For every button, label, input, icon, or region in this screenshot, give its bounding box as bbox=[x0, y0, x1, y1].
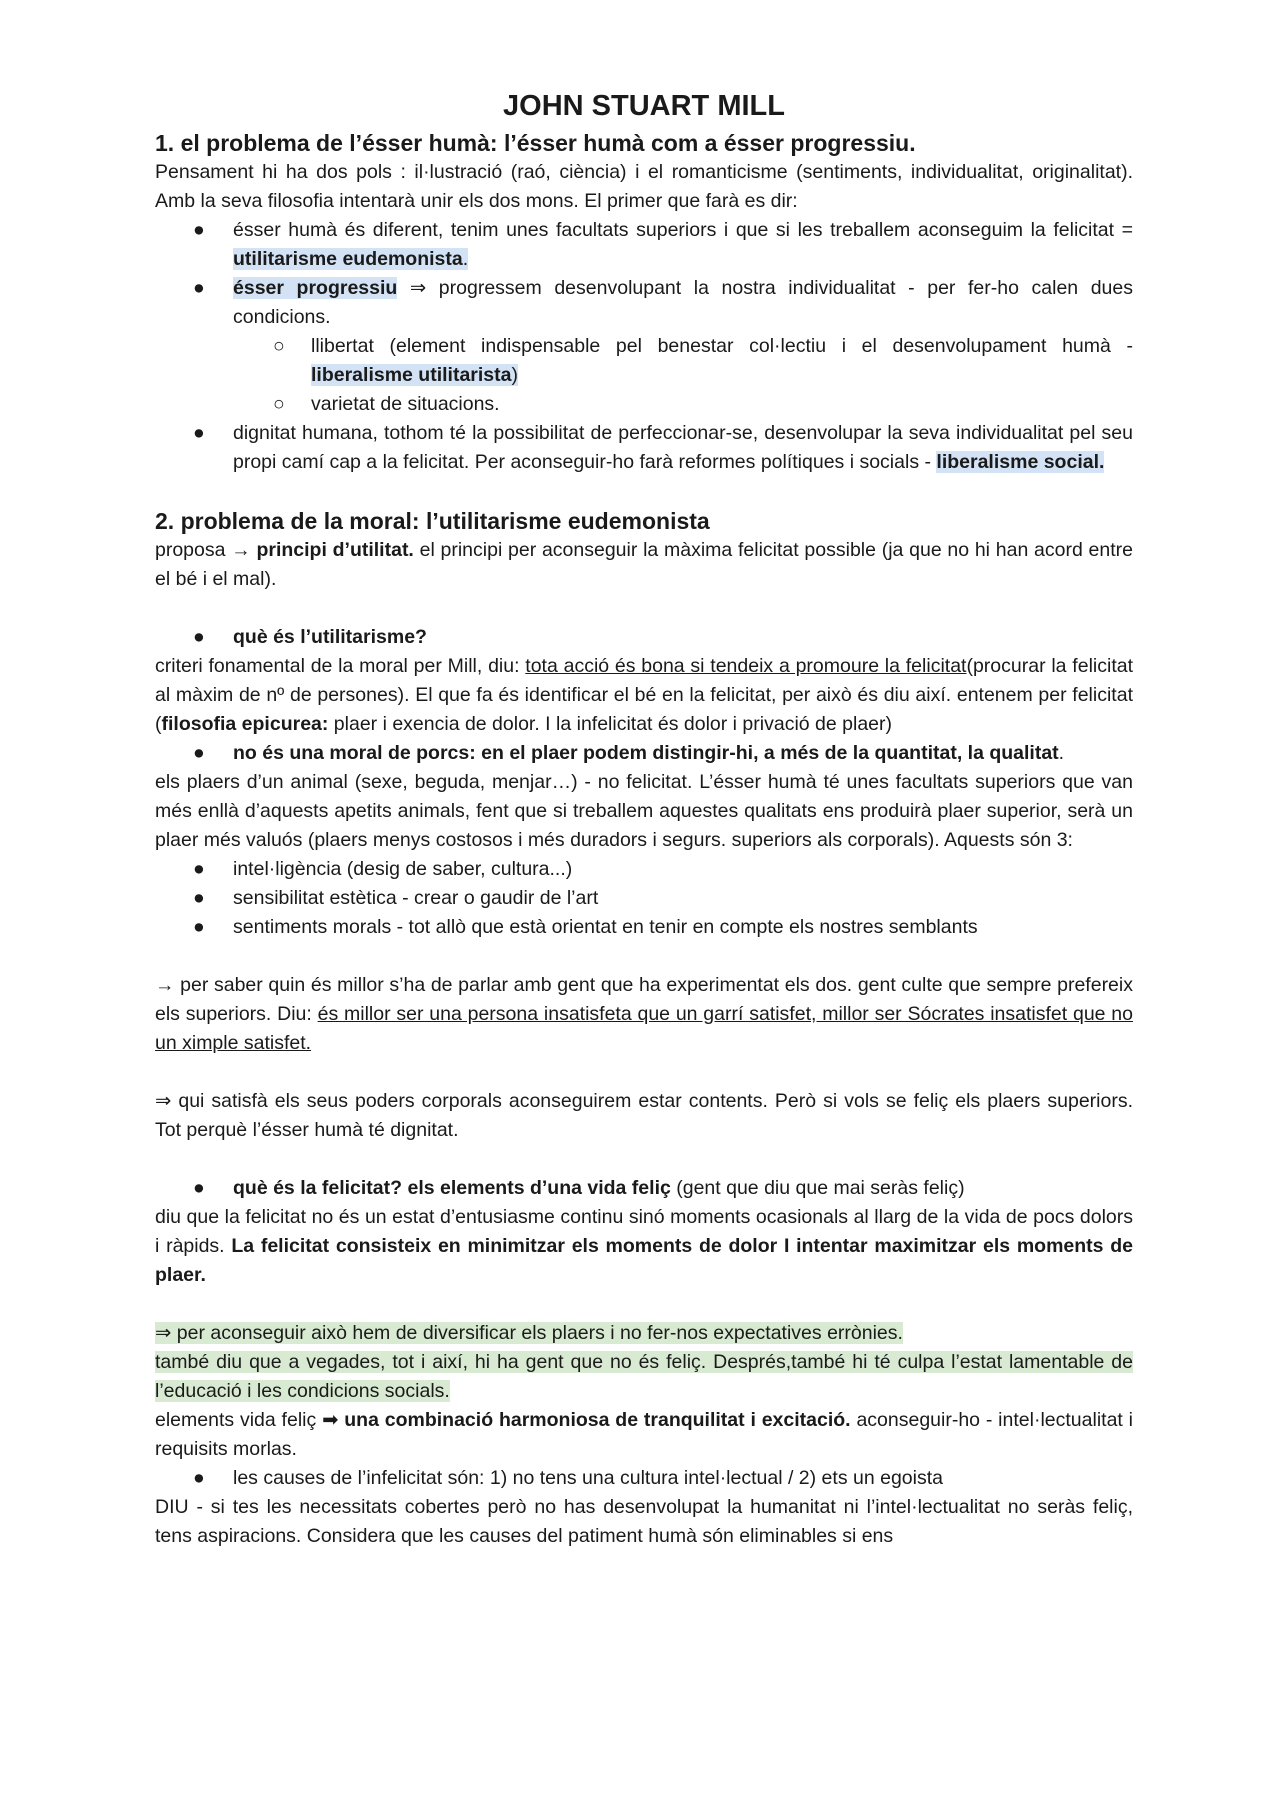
bullet-icon: ● bbox=[193, 916, 205, 938]
list-item: ● les causes de l’infelicitat són: 1) no tens una cultura intel·lectual / 2) ets un egoista bbox=[155, 1464, 1133, 1493]
list-item: ● no és una moral de porcs: en el plaer podem distingir-hi, a més de la quantitat, la qualitat. bbox=[155, 739, 1133, 768]
paragraph: elements vida feliç ➡ una combinació harmoniosa de tranquilitat i excitació. aconseguir-ho - intel·lectualitat i requisits morlas. bbox=[155, 1409, 1133, 1460]
section-1-heading: 1. el problema de l’ésser humà: l’ésser humà com a ésser progressiu. bbox=[155, 130, 916, 156]
sub-list-item: ○ llibertat (element indispensable pel benestar col·lectiu i el desenvolupament humà - liberalisme utilitarista) bbox=[155, 332, 1133, 390]
paragraph: els plaers d’un animal (sexe, beguda, menjar…) - no felicitat. L’ésser humà té unes facultats superiors que van més enllà d’aquests apetits animals, fent que si treballem aquestes qualitats ens produirà plaer superior, serà un plaer més valuós (plaers menys costosos i més duradors i segurs. superiors als corporals). Aquests són 3: bbox=[155, 771, 1133, 851]
list-item: ● sensibilitat estètica - crear o gaudir de l’art bbox=[155, 884, 1133, 913]
list-item: ● intel·ligència (desig de saber, cultura...) bbox=[155, 855, 1133, 884]
highlighted-paragraph: també diu que a vegades, tot i així, hi ha gent que no és feliç. Després,també hi té culpa l’estat lamentable de l’educació i les condicions socials. bbox=[155, 1351, 1133, 1402]
section-2-heading: 2. problema de la moral: l’utilitarisme eudemonista bbox=[155, 508, 710, 534]
bullet-icon: ● bbox=[193, 858, 205, 880]
paragraph: ⇒ qui satisfà els seus poders corporals aconseguirem estar contents. Però si vols se feliç els plaers superiors. Tot perquè l’ésser humà té dignitat. bbox=[155, 1090, 1133, 1141]
highlight: ésser progressiu bbox=[233, 277, 398, 299]
paragraph: diu que la felicitat no és un estat d’entusiasme continu sinó moments ocasionals al llarg de la vida de pocs dolors i ràpids. La felicitat consisteix en minimitzar els moments de dolor I intentar maximitzar els moments de plaer. bbox=[155, 1206, 1133, 1286]
bullet-icon: ● bbox=[193, 1177, 205, 1199]
highlight: liberalisme utilitarista bbox=[311, 364, 512, 386]
highlight: liberalisme social. bbox=[936, 451, 1105, 473]
bullet-icon: ● bbox=[193, 219, 205, 241]
document-page bbox=[155, 88, 1133, 1551]
list-item: ● dignitat humana, tothom té la possibilitat de perfeccionar-se, desenvolupar la seva individualitat pel seu propi camí cap a la felicitat. Per aconseguir-ho farà reformes polítiques i socials - liberalisme social. bbox=[155, 419, 1133, 477]
circle-bullet-icon: ○ bbox=[273, 335, 285, 357]
section-1-intro: Pensament hi ha dos pols : il·lustració (raó, ciència) i el romanticisme (sentiments, individualitat, originalitat). Amb la seva filosofia intentarà unir els dos mons. El primer que farà es dir: bbox=[155, 161, 1133, 212]
sub-list-item: ○ varietat de situacions. bbox=[155, 390, 1133, 419]
list-item: ● què és l’utilitarisme? bbox=[155, 623, 1133, 652]
circle-bullet-icon: ○ bbox=[273, 393, 285, 415]
bullet-icon: ● bbox=[193, 277, 205, 299]
list-item: ● què és la felicitat? els elements d’una vida feliç (gent que diu que mai seràs feliç) bbox=[155, 1174, 1133, 1203]
bullet-icon: ● bbox=[193, 887, 205, 909]
paragraph: criteri fonamental de la moral per Mill, diu: tota acció és bona si tendeix a promoure la felicitat(procurar la felicitat al màxim de nº de persones). El que fa és identificar el bé en la felicitat, per això és diu així. entenem per felicitat (filosofia epicurea: plaer i exencia de dolor. I la infelicitat és dolor i privació de plaer) bbox=[155, 655, 1133, 735]
bullet-icon: ● bbox=[193, 626, 205, 648]
highlighted-paragraph: ⇒ per aconseguir això hem de diversificar els plaers i no fer-nos expectatives errònies. bbox=[155, 1322, 903, 1344]
bullet-icon: ● bbox=[193, 1467, 205, 1489]
list-item: ● sentiments morals - tot allò que està orientat en tenir en compte els nostres semblants bbox=[155, 913, 1133, 942]
highlight: utilitarisme eudemonista bbox=[233, 248, 463, 270]
paragraph: proposa → principi d’utilitat. el principi per aconseguir la màxima felicitat possible (ja que no hi han acord entre el bé i el mal). bbox=[155, 539, 1133, 590]
bullet-icon: ● bbox=[193, 422, 205, 444]
paragraph: → per saber quin és millor s’ha de parlar amb gent que ha experimentat els dos. gent culte que sempre prefereix els superiors. Diu: és millor ser una persona insatisfeta que un garrí satisfet, millor ser Sócrates insatisfet que no un ximple satisfet. bbox=[155, 974, 1133, 1054]
page-title: JOHN STUART MILL bbox=[503, 90, 785, 122]
list-item: ● ésser humà és diferent, tenim unes facultats superiors i que si les treballem aconseguim la felicitat = utilitarisme eudemonista. bbox=[155, 216, 1133, 274]
list-item: ● ésser progressiu ⇒ progressem desenvolupant la nostra individualitat - per fer-ho calen dues condicions. bbox=[155, 274, 1133, 332]
paragraph: DIU - si tes les necessitats cobertes però no has desenvolupat la humanitat ni l’intel·lectualitat no seràs feliç, tens aspiracions. Considera que les causes del patiment humà són eliminables si ens bbox=[155, 1496, 1133, 1547]
bullet-icon: ● bbox=[193, 742, 205, 764]
